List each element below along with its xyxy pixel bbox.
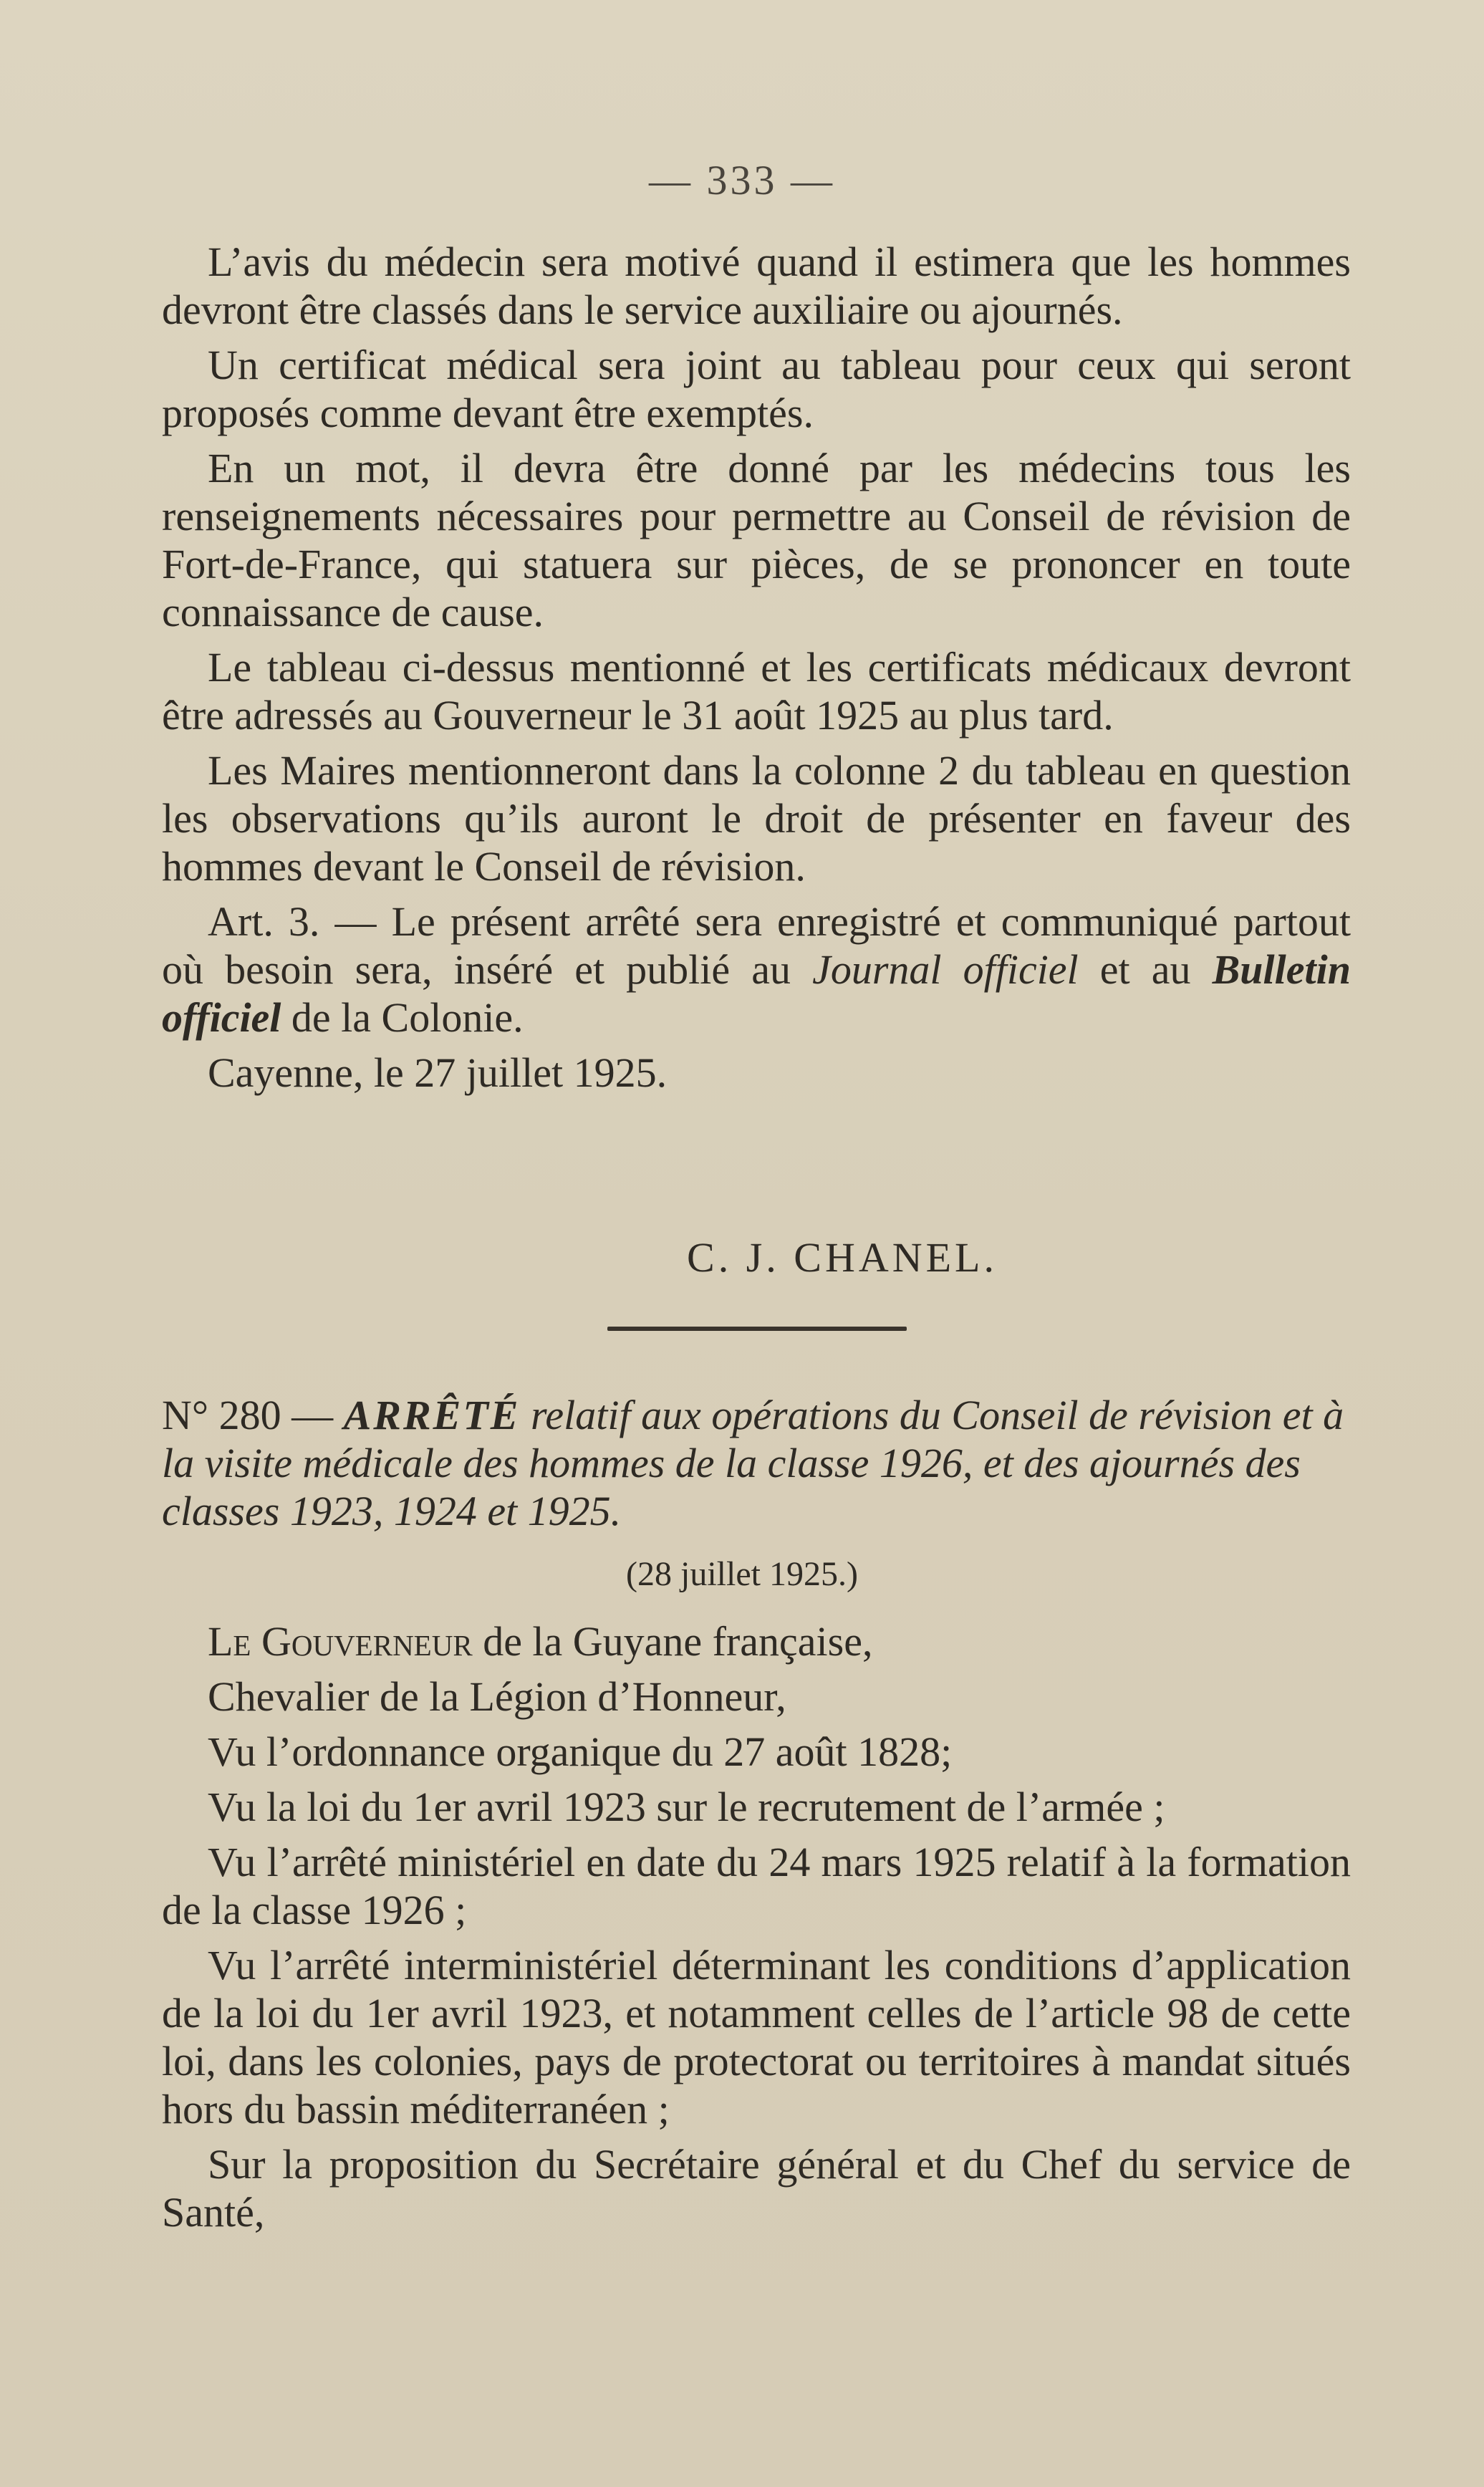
paragraph-deadline: Le tableau ci-dessus mentionné et les certificats médicaux devront être adressés au Gouverneur le 31 août 1925 au plus tard.: [162, 644, 1351, 739]
signature: C. J. CHANEL.: [687, 1234, 998, 1281]
bulletin-officiel: Bulletin officiel: [162, 946, 1351, 1041]
chevalier-line: Chevalier de la Légion d’Honneur,: [208, 1673, 786, 1720]
paragraph-medical-opinion: L’avis du médecin sera motivé quand il estimera que les hommes devront être classés dans le service auxiliaire ou ajournés.: [162, 239, 1351, 333]
paragraph-information: En un mot, il devra être donné par les médecins tous les renseignements nécessaires pour permettre au Conseil de révision de Fort-de-France, qui statuera sur pièces, de se prononcer en toute connaissance de cause.: [162, 445, 1351, 635]
place-date: Cayenne, le 27 juillet 1925.: [208, 1049, 668, 1096]
top-text-block: [162, 238, 1351, 1097]
article3-suffix: de la Colonie.: [281, 994, 524, 1041]
page-number: — 333 —: [649, 157, 835, 203]
article3-middle: et au: [1078, 946, 1213, 993]
arrete-date: (28 juillet 1925.): [626, 1555, 858, 1593]
governor-rest: de la Guyane française,: [472, 1618, 873, 1665]
vu-ordonnance: Vu l’ordonnance organique du 27 août 1828;: [208, 1728, 953, 1775]
arrete-label: ARRÊTÉ: [343, 1392, 521, 1438]
arrete-title: relatif aux opérations du Conseil de révision et à la visite médicale des hommes de la classe 1926, et des ajournés des classes 1923, 1924 et 1925.: [162, 1392, 1344, 1534]
paragraph-mayors: Les Maires mentionneront dans la colonne 2 du tableau en question les observations qu’ils auront le droit de présenter en faveur des hommes devant le Conseil de révision.: [162, 747, 1351, 890]
governor-line: [162, 1617, 1351, 1665]
arrete-dash: —: [281, 1392, 344, 1438]
vu-loi: Vu la loi du 1er avril 1923 sur le recrutement de l’armée ;: [208, 1784, 1165, 1830]
arrete-number: N° 280: [162, 1392, 281, 1438]
section-divider: [607, 1327, 907, 1331]
article3-prefix: Art. 3. — Le présent arrêté sera enregistré et communiqué partout où besoin sera, inséré et publié au: [162, 898, 1351, 993]
vu-arrete-ministeriel: Vu l’arrêté ministériel en date du 24 mars 1925 relatif à la formation de la classe 1926 ;: [162, 1839, 1351, 1933]
paragraph-medical-certificate: Un certificat médical sera joint au tableau pour ceux qui seront proposés comme devant être exemptés.: [162, 342, 1351, 436]
sur-la-proposition: Sur la proposition du Secrétaire général et du Chef du service de Santé,: [162, 2141, 1351, 2236]
arrete-heading: [162, 1391, 1351, 1535]
vu-arrete-interministeriel: Vu l’arrêté interministériel déterminant les conditions d’application de la loi du 1er avril 1923, et notamment celles de l’article 98 de cette loi, dans les colonies, pays de protectorat ou territoires à mandat situés hors du bassin méditerranéen ;: [162, 1942, 1351, 2132]
bottom-text-block: [162, 1617, 1351, 2243]
governor-title: Le Gouverneur: [208, 1618, 473, 1665]
journal-officiel: Journal officiel: [812, 946, 1079, 993]
paragraph-article-3: [162, 898, 1351, 1042]
